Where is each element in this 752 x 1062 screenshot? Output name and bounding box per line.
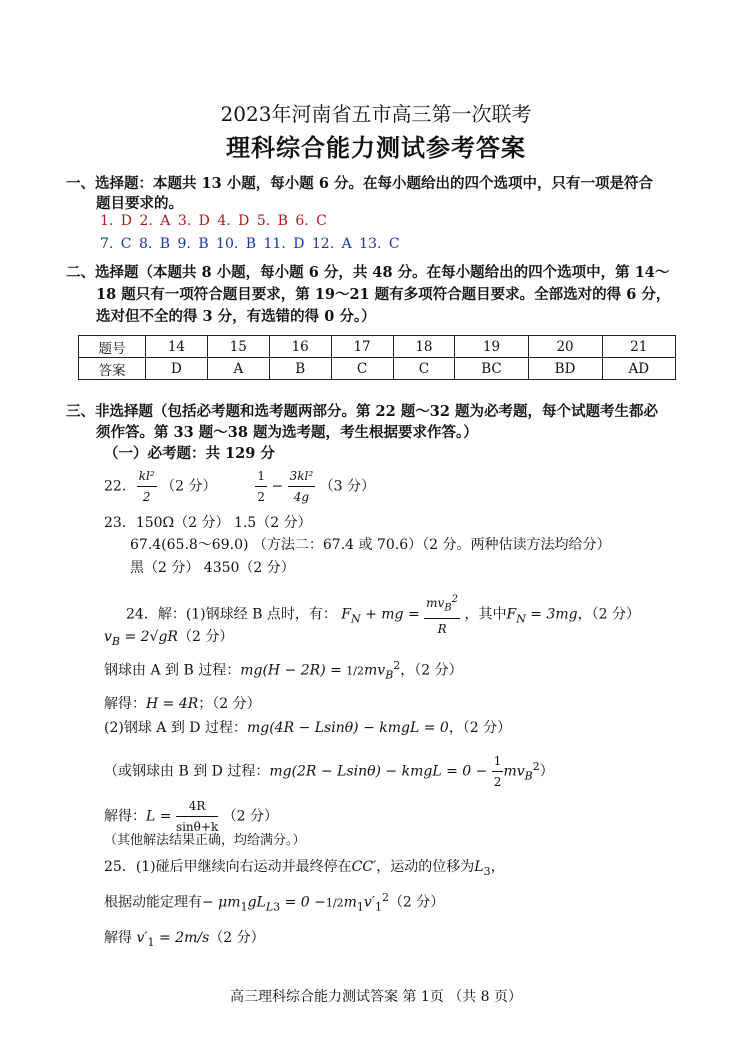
section3-heading-cont: 须作答。第 33 题～38 题为选考题，考生根据要求作答。） bbox=[96, 424, 478, 441]
section3-subheading: （一）必考题：共 129 分 bbox=[104, 445, 275, 462]
q24-eq: L = bbox=[146, 808, 176, 825]
q24-half-fraction: $\frac{1}{2}$ bbox=[492, 751, 504, 792]
q25-eq: CC′ bbox=[351, 859, 377, 875]
section1-heading-cont: 题目要求的。 bbox=[96, 195, 183, 212]
q24-fraction bbox=[424, 590, 460, 639]
q24-eq-fn: F bbox=[341, 606, 352, 623]
fraction-denominator: R bbox=[437, 622, 447, 637]
fraction-denominator: sinθ+k bbox=[175, 820, 219, 834]
q24-vb-eq: = 2√gR bbox=[120, 629, 178, 645]
fraction-numerator: 3kl² bbox=[288, 466, 316, 487]
q24-line-1: 24．解：(1)钢球经 B 点时，有： $F_N$ + mg = $\frac{mv_B^2}{R}$ ，其中$F_N = 3mg$，（2 分） bbox=[126, 590, 640, 639]
table-cell: AD bbox=[602, 358, 675, 380]
table-answer-label: 答案 bbox=[79, 358, 146, 380]
q25-text: ，运动的位移为 bbox=[376, 859, 475, 875]
q22-line bbox=[104, 466, 375, 507]
q24-eq: mg(H − 2R) = bbox=[240, 662, 347, 679]
q22-fraction-1 bbox=[137, 466, 157, 507]
q25-eq: − μm bbox=[202, 894, 241, 911]
q24-eq: mg(4R − Lsinθ) − kmgL = 0 bbox=[246, 720, 449, 736]
q25-eq: L bbox=[474, 859, 484, 875]
table-cell: A bbox=[207, 358, 269, 380]
q25-eq: gL bbox=[247, 894, 266, 911]
table-cell: B bbox=[269, 358, 331, 380]
q22-fraction-2b bbox=[288, 466, 316, 507]
q22-minus: − bbox=[271, 478, 284, 495]
section1-heading: 一、选择题：本题共 13 小题，每小题 6 分。在每小题给出的四个选项中，只有一项是符合 bbox=[66, 175, 653, 192]
q25-eq: m bbox=[343, 894, 357, 911]
q25-eq: = 0 − bbox=[280, 894, 326, 911]
section2-heading-cont: 18 题只有一项符合题目要求，第 19～21 题有多项符合题目要求。全部选对的得 6 分， bbox=[96, 286, 671, 303]
q25-text: 解得 bbox=[104, 930, 137, 946]
fraction-numerator: $mv_B^2$ bbox=[424, 590, 460, 619]
q24-score: ，（2 分） bbox=[577, 606, 640, 623]
table-cell: 14 bbox=[146, 336, 208, 358]
table-row-answers bbox=[79, 358, 676, 380]
table-cell: C bbox=[331, 358, 393, 380]
q25-line-3: 解得 $v'_1 = 2m/s(2$ 分） bbox=[104, 930, 265, 949]
q24-eq: mg(2R − Lsinθ) − kmgL = 0 − bbox=[269, 763, 488, 780]
q23-line-2: 67.4(65.8～69.0) （方法二：67.4 或 70.6）（2 分。两种估读方法均给分） bbox=[130, 537, 611, 553]
q24-score: ，（2 分） bbox=[448, 720, 512, 736]
table-row-numbers bbox=[79, 336, 676, 358]
q22-fraction-2a bbox=[255, 466, 267, 507]
q25-eq: = 2m/s bbox=[154, 930, 210, 946]
table-cell: 15 bbox=[207, 336, 269, 358]
q24-eq: mv bbox=[364, 662, 386, 679]
fraction-denominator: 2 bbox=[142, 490, 151, 504]
table-cell: 20 bbox=[528, 336, 602, 358]
q24-text: （或钢球由 B 到 D 过程： bbox=[104, 763, 270, 780]
fraction-numerator: kl² bbox=[137, 466, 157, 487]
q24-eq-part: = 3mg bbox=[525, 606, 578, 623]
q25-text: ， bbox=[490, 859, 505, 875]
q24-note: （其他解法结果正确，均给满分。） bbox=[104, 833, 306, 848]
answer-table bbox=[78, 335, 676, 380]
q24-line-4 bbox=[104, 693, 261, 713]
q24-score: ，（2 分） bbox=[400, 662, 463, 679]
table-cell: D bbox=[146, 358, 208, 380]
q24-vb: v bbox=[104, 629, 112, 645]
q24-eq-part: + mg = bbox=[360, 606, 425, 623]
q24-half: 1/2 bbox=[346, 664, 364, 678]
q23-line-3: 黑（2 分） 4350（2 分） bbox=[130, 560, 295, 576]
table-cell: BC bbox=[455, 358, 528, 380]
q25-line-1: 25．(1)碰后甲继续向右运动并最终停在CC′，运动的位移为$L_3$， bbox=[104, 859, 505, 878]
q24-eq: H = 4R bbox=[146, 696, 199, 712]
fraction-numerator: 4R bbox=[176, 796, 218, 817]
table-cell: BD bbox=[528, 358, 602, 380]
q25-score: （2 分） bbox=[209, 930, 265, 946]
fraction-denominator: 2 bbox=[257, 490, 265, 504]
section1-answers-row2: 7. C 8. B 9. B 10. B 11. D 12. A 13. C bbox=[100, 236, 400, 252]
q24-text: 解得： bbox=[104, 808, 146, 825]
table-cell: 16 bbox=[269, 336, 331, 358]
page-footer: 高三理科综合能力测试答案 第 1页 （共 8 页） bbox=[229, 989, 523, 1005]
table-header-label: 题号 bbox=[79, 336, 146, 358]
table-cell: 21 bbox=[602, 336, 675, 358]
page-title: 2023年河南省五市高三第一次联考 bbox=[220, 102, 532, 126]
q24-score: （2 分） bbox=[177, 629, 234, 645]
section2-heading-cont2: 选对但不全的得 3 分，有选错的得 0 分。） bbox=[96, 308, 376, 325]
q24-eq: mv bbox=[503, 763, 525, 780]
table-cell: 19 bbox=[455, 336, 528, 358]
page-subtitle: 理科综合能力测试参考答案 bbox=[226, 133, 526, 162]
q25-score: （2 分） bbox=[388, 894, 445, 911]
q24-text: ） bbox=[539, 763, 554, 780]
q24-text: 钢球由 A 到 B 过程： bbox=[104, 662, 241, 679]
section2-heading: 二、选择题（本题共 8 小题，每小题 6 分，共 48 分。在每小题给出的四个选项中，第 14～ bbox=[66, 264, 670, 281]
q24-line-6: （或钢球由 B 到 D 过程：mg(2R − Lsinθ) − kmgL = 0 − $\frac{1}{2}$ $mv_B^2$） bbox=[104, 751, 554, 792]
q22-score-1: （2 分） bbox=[161, 478, 217, 495]
q24-score: ；（2 分） bbox=[198, 696, 261, 712]
q24-text: (2)钢球 A 到 D 过程： bbox=[104, 720, 247, 736]
q22-number: 22. bbox=[104, 478, 127, 495]
table-cell: 17 bbox=[331, 336, 393, 358]
q25-eq: v′ bbox=[363, 894, 375, 911]
section3-heading: 三、非选择题（包括必考题和选考题两部分。第 22 题～32 题为必考题，每个试题考生都必 bbox=[66, 403, 658, 420]
q24-line-5 bbox=[104, 717, 511, 737]
fraction-numerator: 1 bbox=[255, 466, 267, 487]
q24-text: 解得： bbox=[104, 696, 146, 712]
q24-intro: 24．解：(1)钢球经 B 点时，有： bbox=[126, 606, 337, 623]
q23-line-1: 23．150Ω（2 分） 1.5（2 分） bbox=[104, 515, 312, 531]
q22-score-2: （3 分） bbox=[319, 478, 376, 495]
q25-line-2: 根据动能定理有− $\mu m_1gL_{L3} = 0 -1/2m_1v'_1^2(2$ 分） bbox=[104, 891, 445, 914]
table-cell: 18 bbox=[393, 336, 455, 358]
q24-line-3: 钢球由 A 到 B 过程：$mg(H - 2R) = 1/2mv_B^2$，（2 分） bbox=[104, 659, 463, 682]
q25-text: 25．(1)碰后甲继续向右运动并最终停在 bbox=[104, 859, 352, 875]
q25-text: 根据动能定理有 bbox=[104, 894, 202, 911]
table-cell: C bbox=[393, 358, 455, 380]
q24-text: ，其中 bbox=[464, 606, 507, 623]
fraction-denominator: 4g bbox=[293, 490, 310, 504]
q25-eq: v′ bbox=[136, 930, 148, 946]
q24-score: （2 分） bbox=[222, 808, 279, 825]
q24-line-2: $v_B = 2√gR(2$ 分） bbox=[104, 629, 234, 648]
section1-answers-row1: 1. D 2. A 3. D 4. D 5. B 6. C bbox=[100, 213, 327, 229]
